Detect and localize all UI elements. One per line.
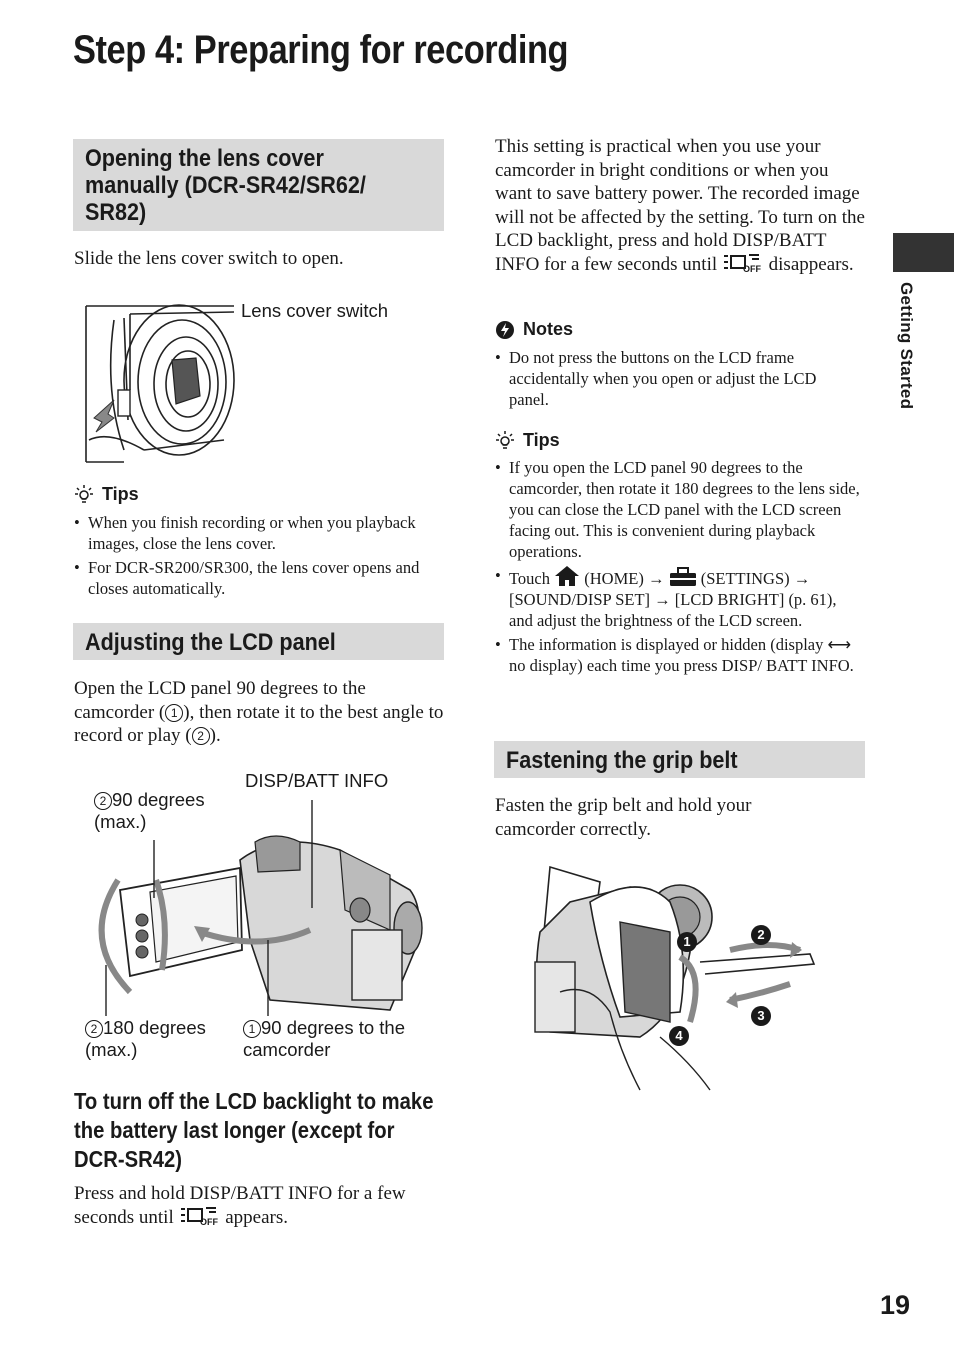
double-arrow-icon: ⟷ [827, 635, 852, 654]
lens-cover-illustration [84, 300, 244, 466]
section-heading-grip-belt [494, 741, 865, 778]
svg-text:OFF: OFF [199, 1216, 218, 1226]
grip-belt-instruction: Fasten the grip belt and hold your camcorder correctly. [495, 795, 752, 840]
ninety-camcorder-callout [243, 1017, 405, 1061]
page-number: 19 [880, 1290, 911, 1320]
lcd-backlight-off-icon [179, 1206, 221, 1226]
lcd-panel-instruction [74, 677, 444, 748]
lcd-backlight-off-icon [722, 253, 764, 273]
callout-text: camcorder [243, 1039, 331, 1060]
list-item: • For DCR-SR200/SR300, the lens cover opens and closes automatically. [74, 557, 436, 599]
right-arrow-icon: → [654, 590, 671, 609]
list-item [495, 634, 861, 676]
heading-line: SR82) [85, 199, 147, 226]
callout-text: 90 degrees to the [261, 1017, 405, 1038]
callout-text: (max.) [94, 811, 147, 832]
circled-number-2: 2 [85, 1020, 103, 1038]
list-item [495, 565, 861, 631]
callout-text: (max.) [85, 1039, 138, 1060]
backlight-continuation [495, 135, 865, 277]
text-part: (HOME) [584, 569, 644, 588]
text-part: ). [209, 725, 221, 747]
text-part: disappears. [768, 253, 854, 275]
right-arrow-icon: → [647, 569, 665, 588]
text-part: appears. [225, 1206, 289, 1228]
list-item: • When you finish recording or when you playback images, close the lens cover. [74, 512, 436, 554]
tips-label: Tips [523, 429, 560, 450]
right-arrow-icon: → [793, 569, 811, 588]
notes-heading [495, 319, 573, 340]
tips-list-left [74, 512, 436, 602]
text-part: (SETTINGS) [700, 569, 790, 588]
lens-cover-switch-callout: Lens cover switch [241, 300, 389, 321]
warning-icon [495, 320, 515, 340]
home-icon [554, 565, 580, 587]
one-eighty-max-callout [85, 1017, 206, 1061]
text-part: The information is displayed or hidden (display [509, 635, 824, 654]
text-part: Touch [509, 569, 551, 588]
chapter-tab-marker [893, 233, 954, 272]
grip-belt-illustration [530, 862, 830, 1094]
lightbulb-icon [74, 483, 94, 505]
heading-line: Opening the lens cover [85, 145, 324, 172]
text-part: [SOUND/DISP SET] [509, 590, 651, 609]
text-part: This setting is practical when you use your camcorder in bright conditions or when you want to save battery power. The recorded image will not be affected by the setting. To turn on the LCD backlight, press and hold DISP/BATT INFO for a few seconds until [495, 136, 865, 275]
list-item: • If you open the LCD panel 90 degrees to the camcorder, then rotate it 180 degrees to the lens side, you can close the LCD panel with the LCD screen facing out. This is convenient during playback operations. [495, 457, 861, 562]
tips-label: Tips [102, 483, 139, 504]
text-part: Open the LCD panel 90 degrees to the camcorder ( [74, 678, 366, 723]
tips-heading-left [74, 483, 139, 505]
circled-number-1: 1 [165, 704, 183, 722]
text-part: no display) each time you press DISP/ BATT INFO. [509, 656, 854, 675]
circled-number-2: 2 [94, 792, 112, 810]
tips-list-right [495, 457, 861, 679]
step-number-1: 1 [677, 932, 697, 952]
text-part: (p. 61), and adjust the brightness of the LCD screen. [509, 590, 837, 630]
subheading-lcd-backlight [74, 1087, 433, 1174]
circled-number-1: 1 [243, 1020, 261, 1038]
backlight-instruction [74, 1182, 444, 1229]
step-number-2: 2 [751, 925, 771, 945]
heading-line: To turn off the LCD backlight to make [74, 1088, 434, 1114]
heading-text: Adjusting the LCD panel [85, 629, 336, 656]
lightbulb-icon [495, 429, 515, 451]
page-title: Step 4: Preparing for recording [73, 28, 569, 72]
section-heading-lcd-panel [73, 623, 444, 660]
list-item: • Do not press the buttons on the LCD frame accidentally when you open or adjust the LCD panel. [495, 347, 860, 410]
step-number-4: 4 [669, 1026, 689, 1046]
text-part: ), then rotate it to the best angle to record or play ( [74, 701, 444, 747]
lcd-panel-illustration [90, 780, 430, 1020]
section-heading-lens-cover [73, 139, 444, 231]
toolbox-icon [669, 567, 697, 587]
callout-text: 180 degrees [103, 1017, 206, 1038]
circled-number-2: 2 [192, 727, 210, 745]
heading-line: manually (DCR-SR42/SR62/ [85, 172, 366, 199]
notes-list [495, 347, 860, 413]
heading-line: the battery last longer (except for [74, 1117, 395, 1143]
svg-text:OFF: OFF [742, 263, 761, 273]
heading-text: Fastening the grip belt [506, 747, 738, 774]
text-part: [LCD BRIGHT] [674, 590, 785, 609]
tips-heading-right [495, 429, 560, 451]
notes-label: Notes [523, 319, 574, 339]
callout-text: 90 degrees [112, 789, 205, 810]
heading-line: DCR-SR42) [74, 1146, 182, 1172]
chapter-tab-label: Getting Started [897, 282, 916, 410]
step-number-3: 3 [751, 1006, 771, 1026]
text-part: Press and hold DISP/BATT INFO for a few seconds until [74, 1183, 406, 1228]
lens-cover-instruction: Slide the lens cover switch to open. [74, 248, 344, 269]
disp-batt-info-callout: DISP/BATT INFO [245, 770, 389, 791]
